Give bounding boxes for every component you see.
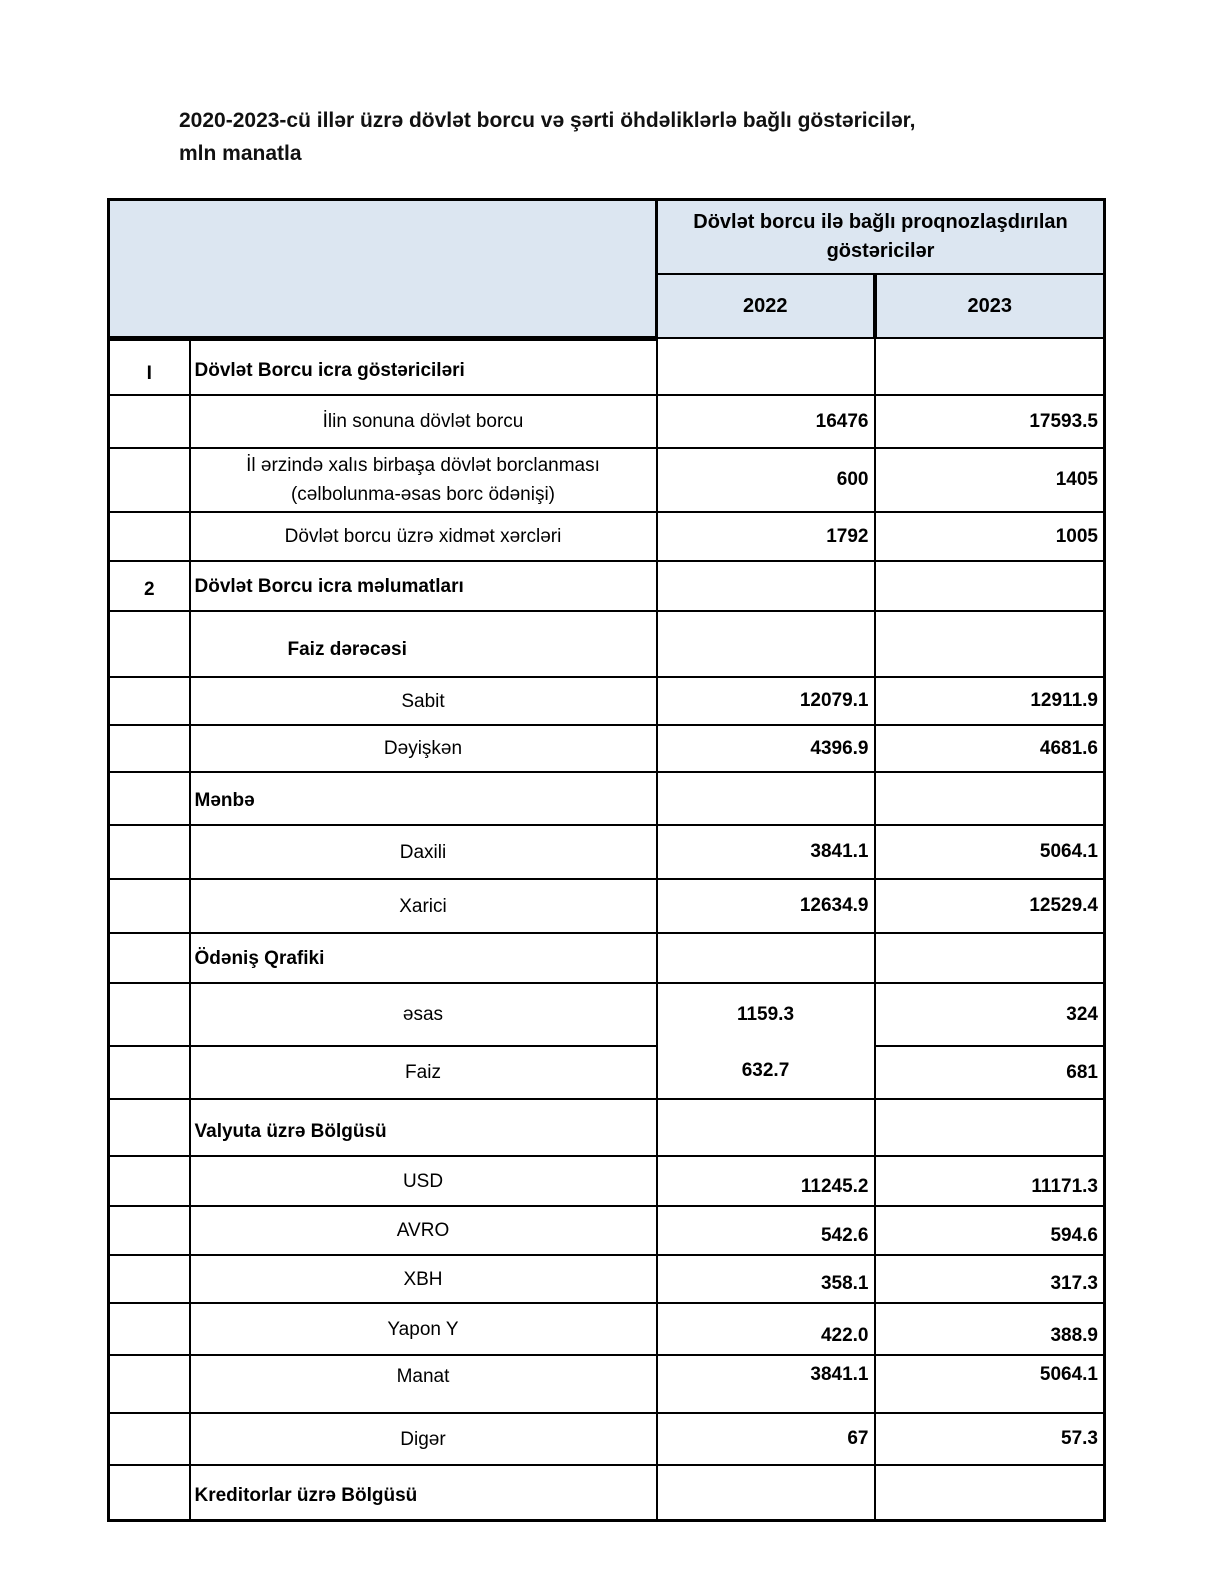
value-2022-cell: 12079.1	[657, 677, 875, 725]
value-2022-cell: 67	[657, 1413, 875, 1465]
row-label-cell: Ödəniş Qrafiki	[190, 933, 657, 983]
merged-value-2022-cell	[657, 983, 875, 1099]
value-2023-cell: 11171.3	[875, 1156, 1105, 1206]
row-number-cell	[109, 448, 190, 512]
header-row-group	[109, 200, 1105, 275]
page-title	[179, 104, 1059, 170]
value-2022-cell	[657, 561, 875, 611]
row-label-cell: USD	[190, 1156, 657, 1206]
value-2022-cell: 12634.9	[657, 879, 875, 933]
value-2023-cell	[875, 338, 1105, 395]
table-row	[109, 1413, 1105, 1465]
value-2023-cell: 317.3	[875, 1255, 1105, 1303]
value-2022-cell: 16476	[657, 395, 875, 448]
value-2023-cell: 57.3	[875, 1413, 1105, 1465]
value-2022-cell	[657, 338, 875, 395]
table-row	[109, 825, 1105, 879]
page-title-line1: 2020-2023-cü illər üzrə dövlət borcu və şərti öhdəliklərlə bağlı göstəricilər,	[179, 109, 916, 132]
row-label-cell: Dəyişkən	[190, 725, 657, 772]
value-2023-cell	[875, 772, 1105, 825]
value-2023-cell	[875, 1099, 1105, 1156]
row-label-cell: Valyuta üzrə Bölgüsü	[190, 1099, 657, 1156]
row-number-cell	[109, 1465, 190, 1520]
value-2022-cell: 422.0	[657, 1303, 875, 1355]
table-row	[109, 725, 1105, 772]
value-2022-cell	[657, 611, 875, 677]
debt-indicators-table	[107, 198, 1106, 1522]
table-row	[109, 1255, 1105, 1303]
corner-cell	[109, 200, 657, 339]
table-row	[109, 772, 1105, 825]
row-number-cell	[109, 1206, 190, 1255]
table-row	[109, 611, 1105, 677]
row-number-cell	[109, 1355, 190, 1413]
row-label-cell: Manat	[190, 1355, 657, 1413]
table-row	[109, 677, 1105, 725]
row-number-cell	[109, 772, 190, 825]
row-number-cell	[109, 825, 190, 879]
value-2022-cell: 3841.1	[657, 1355, 875, 1413]
value-2022-cell: 11245.2	[657, 1156, 875, 1206]
row-label-cell: Mənbə	[190, 772, 657, 825]
table-header-body	[109, 200, 1105, 339]
row-label-cell: Kreditorlar üzrə Bölgüsü	[190, 1465, 657, 1520]
row-number-cell	[109, 983, 190, 1046]
row-number-cell	[109, 1046, 190, 1099]
row-number-cell	[109, 1255, 190, 1303]
value-2023-cell: 324	[875, 983, 1105, 1046]
table-row	[109, 1355, 1105, 1413]
row-label-cell: Faiz	[190, 1046, 657, 1099]
table-row	[109, 983, 1105, 1046]
table-row	[109, 448, 1105, 512]
value-2022-cell: 3841.1	[657, 825, 875, 879]
value-2022-cell: 4396.9	[657, 725, 875, 772]
table-row	[109, 561, 1105, 611]
row-number-cell: 2	[109, 561, 190, 611]
merged-value-top: 1159.3	[736, 1003, 795, 1025]
row-number-cell	[109, 1099, 190, 1156]
row-label-cell: Xarici	[190, 879, 657, 933]
value-2023-cell: 594.6	[875, 1206, 1105, 1255]
value-2023-cell: 4681.6	[875, 725, 1105, 772]
row-number-cell	[109, 725, 190, 772]
table-body	[109, 338, 1105, 1520]
value-2023-cell	[875, 611, 1105, 677]
table-row	[109, 933, 1105, 983]
table-row	[109, 1206, 1105, 1255]
value-2023-cell: 388.9	[875, 1303, 1105, 1355]
table-row	[109, 1046, 1105, 1099]
row-number-cell	[109, 1156, 190, 1206]
table-row	[109, 1156, 1105, 1206]
value-2022-cell: 1792	[657, 512, 875, 561]
value-2023-cell	[875, 933, 1105, 983]
row-number-cell	[109, 677, 190, 725]
value-2023-cell: 681	[875, 1046, 1105, 1099]
value-2022-cell: 542.6	[657, 1206, 875, 1255]
row-label-cell: Yapon Y	[190, 1303, 657, 1355]
row-number-cell	[109, 611, 190, 677]
value-2023-cell: 5064.1	[875, 825, 1105, 879]
row-number-cell	[109, 1413, 190, 1465]
row-label-cell: İlin sonuna dövlət borcu	[190, 395, 657, 448]
value-2023-cell	[875, 561, 1105, 611]
value-2023-cell: 17593.5	[875, 395, 1105, 448]
row-label-cell: Daxili	[190, 825, 657, 879]
row-label-cell: Faiz dərəcəsi	[190, 611, 657, 677]
table-row	[109, 1099, 1105, 1156]
year-2022-cell: 2022	[657, 274, 875, 338]
value-2023-cell: 12529.4	[875, 879, 1105, 933]
row-number-cell	[109, 1303, 190, 1355]
row-label-cell: Dövlət Borcu icra göstəriciləri	[190, 338, 657, 395]
group-header-cell: Dövlət borcu ilə bağlı proqnozlaşdırılan göstəricilər	[657, 200, 1105, 275]
table-row	[109, 1465, 1105, 1520]
row-label-cell: Sabit	[190, 677, 657, 725]
merged-value-bottom: 632.7	[741, 1059, 790, 1081]
value-2023-cell: 5064.1	[875, 1355, 1105, 1413]
row-label-cell: Digər	[190, 1413, 657, 1465]
row-label-cell: AVRO	[190, 1206, 657, 1255]
row-number-cell: I	[109, 338, 190, 395]
page-title-line2: mln manatla	[179, 142, 302, 165]
value-2023-cell: 12911.9	[875, 677, 1105, 725]
table-row	[109, 1303, 1105, 1355]
value-2022-cell	[657, 933, 875, 983]
table-row	[109, 512, 1105, 561]
row-number-cell	[109, 512, 190, 561]
value-2022-cell: 600	[657, 448, 875, 512]
year-2023-cell: 2023	[875, 274, 1105, 338]
row-number-cell	[109, 879, 190, 933]
row-label-cell: Dövlət borcu üzrə xidmət xərcləri	[190, 512, 657, 561]
row-label-cell: əsas	[190, 983, 657, 1046]
value-2023-cell: 1005	[875, 512, 1105, 561]
value-2022-cell	[657, 772, 875, 825]
row-number-cell	[109, 933, 190, 983]
row-number-cell	[109, 395, 190, 448]
value-2022-cell: 358.1	[657, 1255, 875, 1303]
value-2022-cell	[657, 1465, 875, 1520]
row-label-cell: İl ərzində xalıs birbaşa dövlət borclanması (cəlbolunma-əsas borc ödənişi)	[190, 448, 657, 512]
table-row	[109, 879, 1105, 933]
value-2023-cell: 1405	[875, 448, 1105, 512]
row-label-cell: Dövlət Borcu icra məlumatları	[190, 561, 657, 611]
row-label-cell: XBH	[190, 1255, 657, 1303]
table-row	[109, 395, 1105, 448]
value-2023-cell	[875, 1465, 1105, 1520]
value-2022-cell	[657, 1099, 875, 1156]
table-row	[109, 338, 1105, 395]
